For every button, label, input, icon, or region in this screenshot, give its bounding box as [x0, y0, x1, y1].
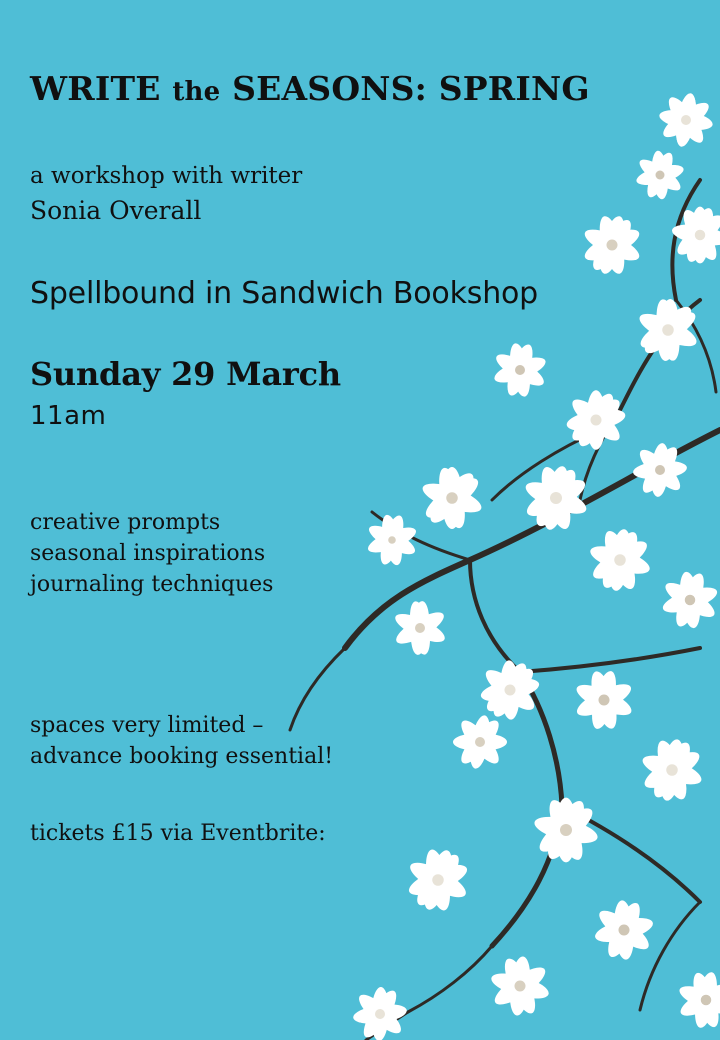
list-item: seasonal inspirations — [30, 540, 266, 566]
notice-line: spaces very limited – — [30, 713, 264, 739]
event-time: 11am — [30, 400, 107, 431]
poster-text-block — [30, 70, 630, 846]
title-word-write: WRITE — [30, 69, 161, 108]
list-item: journaling techniques — [30, 572, 274, 597]
subtitle-line: a workshop with writer — [30, 162, 303, 189]
event-date: Sunday 29 March — [30, 354, 341, 393]
venue-name: Spellbound in Sandwich Bookshop — [30, 275, 539, 311]
booking-notice — [30, 710, 630, 772]
title-word-the: the — [172, 77, 221, 107]
title-word-seasons-spring: SEASONS: SPRING — [232, 69, 590, 108]
tickets-info: tickets £15 via Eventbrite: — [30, 820, 326, 846]
notice-line: advance booking essential! — [30, 744, 334, 770]
presenter-name: Sonia Overall — [30, 196, 202, 226]
workshop-subtitle — [30, 160, 630, 230]
page-title — [30, 70, 630, 108]
list-item: creative prompts — [30, 509, 221, 535]
workshop-features-list — [30, 507, 630, 601]
